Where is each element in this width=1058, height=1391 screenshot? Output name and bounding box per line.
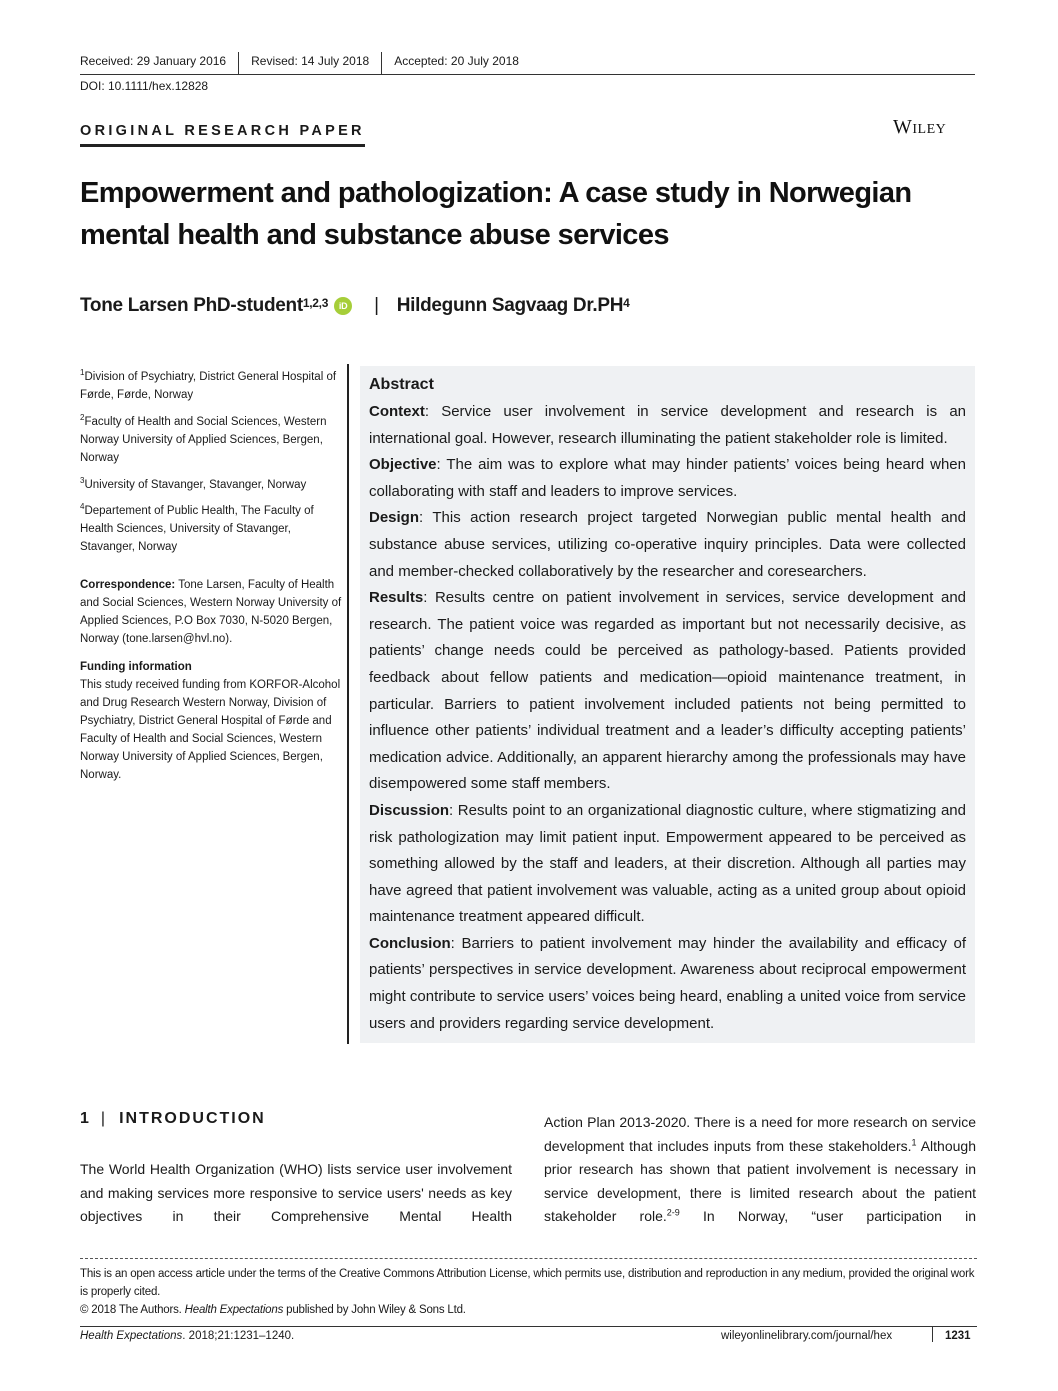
received-date: Received: 29 January 2016 [80, 52, 239, 74]
author-name[interactable]: Hildegunn Sagvaag Dr.PH [396, 295, 624, 316]
paper-title: Empowerment and pathologization: A case study in Norwegian mental health and substance abuse services [80, 177, 912, 251]
journal-citation [80, 1330, 294, 1342]
correspondence-text: Tone Larsen, Faculty of Health and Social Sciences, Western Norway University of Applied Sciences, P.O Box 7030, N-5020 Bergen, Norway (tone.larsen@hvl.no). [80, 579, 342, 646]
abstract-conclusion [369, 931, 966, 1037]
accepted-date: Accepted: 20 July 2018 [394, 54, 519, 68]
intro-paragraph-right [544, 1111, 976, 1229]
abstract-discussion [369, 798, 966, 931]
column-divider [347, 364, 349, 1044]
section-text: : Barriers to patient involvement may hinder the availability and efficacy of patients’ perspectives in service development. Awareness about reciprocal empowerment might contribute to service users’ voices being heard, enabling a united voice from service users and providers regarding service development. [369, 934, 966, 1032]
section-text: : Results centre on patient involvement in services, service development and research. The patient voice was regarded as important but not necessarily decisive, as patients’ change needs could be perceived as pathology-based. Patients provided feedback about fellow patients and medication—opioid maintenance treatment, in particular. Barriers to patient involvement included patients not being permitted to influence other patients’ individual treatment and a leader’s difficulty accepting patients’ medication advice. Additionally, an apparent hierarchy among the professionals may have disempowered some staff members. [369, 589, 966, 793]
abstract-objective [369, 452, 966, 505]
abstract-design [369, 505, 966, 585]
copyright-suffix: published by John Wiley & Sons Ltd. [283, 1304, 466, 1316]
affiliation-number: 4 [80, 502, 85, 512]
section-label: Results [369, 589, 424, 607]
revised-date: Revised: 14 July 2018 [251, 52, 382, 74]
article-history [80, 52, 975, 75]
copyright-line [80, 1301, 980, 1319]
affiliations-column [80, 364, 342, 784]
section-label: Conclusion [369, 934, 451, 952]
author-affiliation-refs: 4 [623, 296, 630, 310]
affiliation [80, 409, 342, 467]
wiley-logo: Wiley [893, 116, 947, 138]
affiliation-number: 3 [80, 475, 85, 485]
section-text: : Service user involvement in service development and research is an international goal. However, research illuminating the patient stakeholder role is limited. [369, 403, 966, 447]
affiliation [80, 472, 342, 494]
section-text: : The aim was to explore what may hinder patients’ voices being heard when collaborating with staff and leaders to improve services. [369, 456, 966, 500]
affiliation-text: University of Stavanger, Stavanger, Norway [84, 478, 307, 491]
section-title: INTRODUCTION [119, 1110, 266, 1127]
abstract-box [360, 366, 975, 1043]
article-type: ORIGINAL RESEARCH PAPER [80, 123, 365, 147]
page-number: 1231 [945, 1330, 971, 1342]
body-text: Action Plan 2013-2020. There is a need for more research on service development that includes inputs from these stakeholders. [544, 1114, 976, 1154]
footnote-divider [80, 1258, 977, 1259]
section-number: 1 [80, 1110, 89, 1127]
body-text: In Norway, “user participation in [679, 1208, 976, 1224]
section-heading-introduction [80, 1110, 266, 1128]
orcid-icon[interactable]: iD [334, 297, 352, 315]
author-affiliation-refs: 1,2,3 [302, 296, 329, 310]
intro-paragraph-left: The World Health Organization (WHO) lists service user involvement and making services more responsive to service users' needs as key objectives in their Comprehensive Mental Health [80, 1161, 512, 1224]
correspondence [80, 576, 342, 648]
journal-website-link[interactable]: wileyonlinelibrary.com/journal/hex [721, 1330, 893, 1342]
abstract-context [369, 399, 966, 452]
correspondence-label: Correspondence: [80, 579, 176, 592]
affiliation-number: 1 [80, 368, 85, 377]
author-name[interactable]: Tone Larsen PhD-student [80, 295, 303, 316]
funding-text: This study received funding from KORFOR-Alcohol and Drug Research Western Norway, Division of Psychiatry, District General Hospital of Førde and Faculty of Health and Social Sciences, Western Norway University of Applied Sciences, Bergen, Norway. [80, 679, 341, 782]
license-text: This is an open access article under the terms of the Creative Commons Attribution License, which permits use, distribution and reproduction in any medium, provided the original work is properly cited. [80, 1268, 975, 1298]
page-number-divider [932, 1326, 933, 1342]
abstract-heading: Abstract [369, 376, 434, 393]
affiliation-text: Faculty of Health and Social Sciences, Western Norway University of Applied Sciences, Bergen, Norway [80, 415, 327, 464]
citation-details: . 2018;21:1231–1240. [182, 1330, 295, 1342]
copyright-journal: Health Expectations [184, 1304, 284, 1316]
section-label: Objective [369, 456, 437, 474]
license-notice [80, 1265, 980, 1319]
section-text: : Results point to an organizational diagnostic culture, where stigmatizing and risk pathologization may limit patient input. Empowerment appeared to be perceived as something allowed by the staff and leaders, at their discretion. Although all parties may have agreed that patient involvement was valuable, acting as a united group about opioid maintenance treatment appeared difficult. [369, 801, 966, 926]
author-list [80, 295, 630, 317]
copyright-prefix: © 2018 The Authors. [80, 1304, 185, 1316]
author-separator: | [374, 295, 379, 316]
section-label: Discussion [369, 801, 450, 819]
doi[interactable]: DOI: 10.1111/hex.12828 [80, 79, 209, 93]
affiliation [80, 364, 342, 404]
footer-rule [80, 1326, 977, 1327]
abstract-results [369, 585, 966, 798]
affiliation-text: Departement of Public Health, The Faculty of Health Sciences, University of Stavanger, Stavanger, Norway [80, 505, 314, 554]
affiliation-number: 2 [80, 412, 85, 422]
journal-name: Health Expectations [80, 1330, 183, 1342]
citation-ref[interactable]: 2-9 [666, 1207, 680, 1218]
funding-heading: Funding information [80, 661, 192, 674]
section-label: Design [369, 509, 420, 527]
section-label: Context [369, 403, 425, 420]
affiliation [80, 498, 342, 556]
section-text: : This action research project targeted Norwegian public mental health and substance abuse services, utilizing co-operative inquiry principles. Data were collected and member-checked collaboratively by the researcher and coresearchers. [369, 509, 966, 580]
section-separator: | [100, 1110, 106, 1127]
body-text: Although prior research has shown that patient involvement is necessary in service development, there is limited research about the patient stakeholder role. [544, 1137, 976, 1224]
affiliation-text: Division of Psychiatry, District General Hospital of Førde, Førde, Norway [80, 370, 337, 401]
citation-ref[interactable]: 1 [911, 1136, 917, 1147]
